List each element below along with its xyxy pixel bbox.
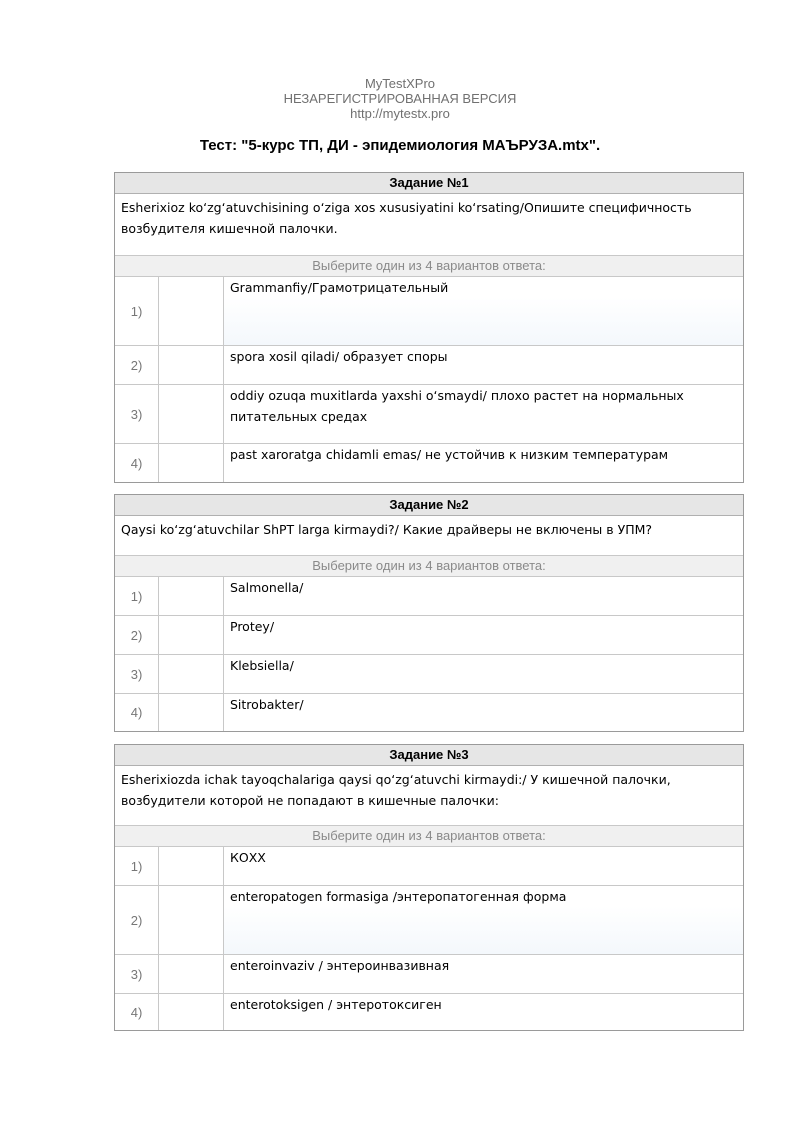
option-select-box[interactable] bbox=[159, 444, 224, 482]
answer-option[interactable] bbox=[115, 616, 743, 655]
watermark-header bbox=[0, 76, 800, 121]
option-text: oddiy ozuqa muxitlarda yaxshi o‘smaydi/ плохо растет на нормальных питательных средах bbox=[230, 388, 684, 424]
option-text: enterotoksigen / энтеротоксиген bbox=[230, 997, 442, 1012]
option-select-box[interactable] bbox=[159, 346, 224, 384]
answer-option[interactable] bbox=[115, 577, 743, 616]
option-text: Sitrobakter/ bbox=[230, 697, 304, 712]
option-number: 3) bbox=[115, 385, 159, 443]
task-3 bbox=[114, 744, 744, 1031]
question-text: Esherixiozda ichak tayoqchalariga qaysi qo‘zg‘atuvchi kirmaydi:/ У кишечной палочки, возбудители которой не попадают в кишечные палочки: bbox=[115, 766, 743, 826]
option-number: 4) bbox=[115, 444, 159, 482]
question-text: Qaysi ko‘zg‘atuvchilar ShPT larga kirmaydi?/ Какие драйверы не включены в УПМ? bbox=[115, 516, 743, 556]
answer-option[interactable] bbox=[115, 277, 743, 346]
question-text: Esherixioz ko‘zg‘atuvchisining o‘ziga xos xususiyatini ko‘rsating/Опишите специфичность возбудителя кишечной палочки. bbox=[115, 194, 743, 256]
option-select-box[interactable] bbox=[159, 277, 224, 345]
answer-option[interactable] bbox=[115, 994, 743, 1030]
task-1 bbox=[114, 172, 744, 483]
answer-option[interactable] bbox=[115, 955, 743, 994]
option-select-box[interactable] bbox=[159, 385, 224, 443]
option-select-box[interactable] bbox=[159, 616, 224, 654]
test-title: Тест: "5-курс ТП, ДИ - эпидемиология МАЪРУЗА.mtx". bbox=[199, 137, 601, 154]
task-heading: Задание №2 bbox=[115, 495, 743, 516]
option-text: enteropatogen formasiga /энтеропатогенная форма bbox=[224, 886, 743, 954]
option-select-box[interactable] bbox=[159, 886, 224, 954]
option-number: 4) bbox=[115, 694, 159, 731]
option-number: 1) bbox=[115, 577, 159, 615]
answer-option[interactable] bbox=[115, 886, 743, 955]
answer-option[interactable] bbox=[115, 655, 743, 694]
option-text: enteroinvaziv / энтероинвазивная bbox=[230, 958, 450, 973]
option-number: 1) bbox=[115, 847, 159, 885]
option-select-box[interactable] bbox=[159, 994, 224, 1030]
option-number: 3) bbox=[115, 655, 159, 693]
option-number: 1) bbox=[115, 277, 159, 345]
option-number: 3) bbox=[115, 955, 159, 993]
answer-option[interactable] bbox=[115, 444, 743, 482]
answer-option[interactable] bbox=[115, 847, 743, 886]
option-select-box[interactable] bbox=[159, 655, 224, 693]
answer-option[interactable] bbox=[115, 694, 743, 731]
option-text: Grammanfiy/Грамотрицательный bbox=[224, 277, 743, 345]
answer-instruction: Выберите один из 4 вариантов ответа: bbox=[115, 826, 743, 847]
answer-instruction: Выберите один из 4 вариантов ответа: bbox=[115, 556, 743, 577]
option-text: Protey/ bbox=[230, 619, 275, 634]
answer-option[interactable] bbox=[115, 385, 743, 444]
option-text: Salmonella/ bbox=[230, 580, 304, 595]
option-number: 2) bbox=[115, 346, 159, 384]
answer-instruction: Выберите один из 4 вариантов ответа: bbox=[115, 256, 743, 277]
app-name: MyTestXPro bbox=[364, 76, 436, 91]
task-heading: Задание №1 bbox=[115, 173, 743, 194]
option-number: 2) bbox=[115, 616, 159, 654]
unregistered-notice: НЕЗАРЕГИСТРИРОВАННАЯ ВЕРСИЯ bbox=[283, 91, 517, 106]
option-select-box[interactable] bbox=[159, 694, 224, 731]
task-heading: Задание №3 bbox=[115, 745, 743, 766]
option-text: past xaroratga chidamli emas/ не устойчив к низким температурам bbox=[230, 447, 669, 462]
task-2 bbox=[114, 494, 744, 732]
option-select-box[interactable] bbox=[159, 847, 224, 885]
option-number: 4) bbox=[115, 994, 159, 1030]
answer-option[interactable] bbox=[115, 346, 743, 385]
option-text: КОХХ bbox=[230, 850, 266, 865]
option-number: 2) bbox=[115, 886, 159, 954]
app-url: http://mytestx.pro bbox=[350, 106, 450, 121]
option-text: spora xosil qiladi/ образует споры bbox=[230, 349, 448, 364]
option-select-box[interactable] bbox=[159, 577, 224, 615]
option-text: Klebsiella/ bbox=[230, 658, 294, 673]
option-select-box[interactable] bbox=[159, 955, 224, 993]
